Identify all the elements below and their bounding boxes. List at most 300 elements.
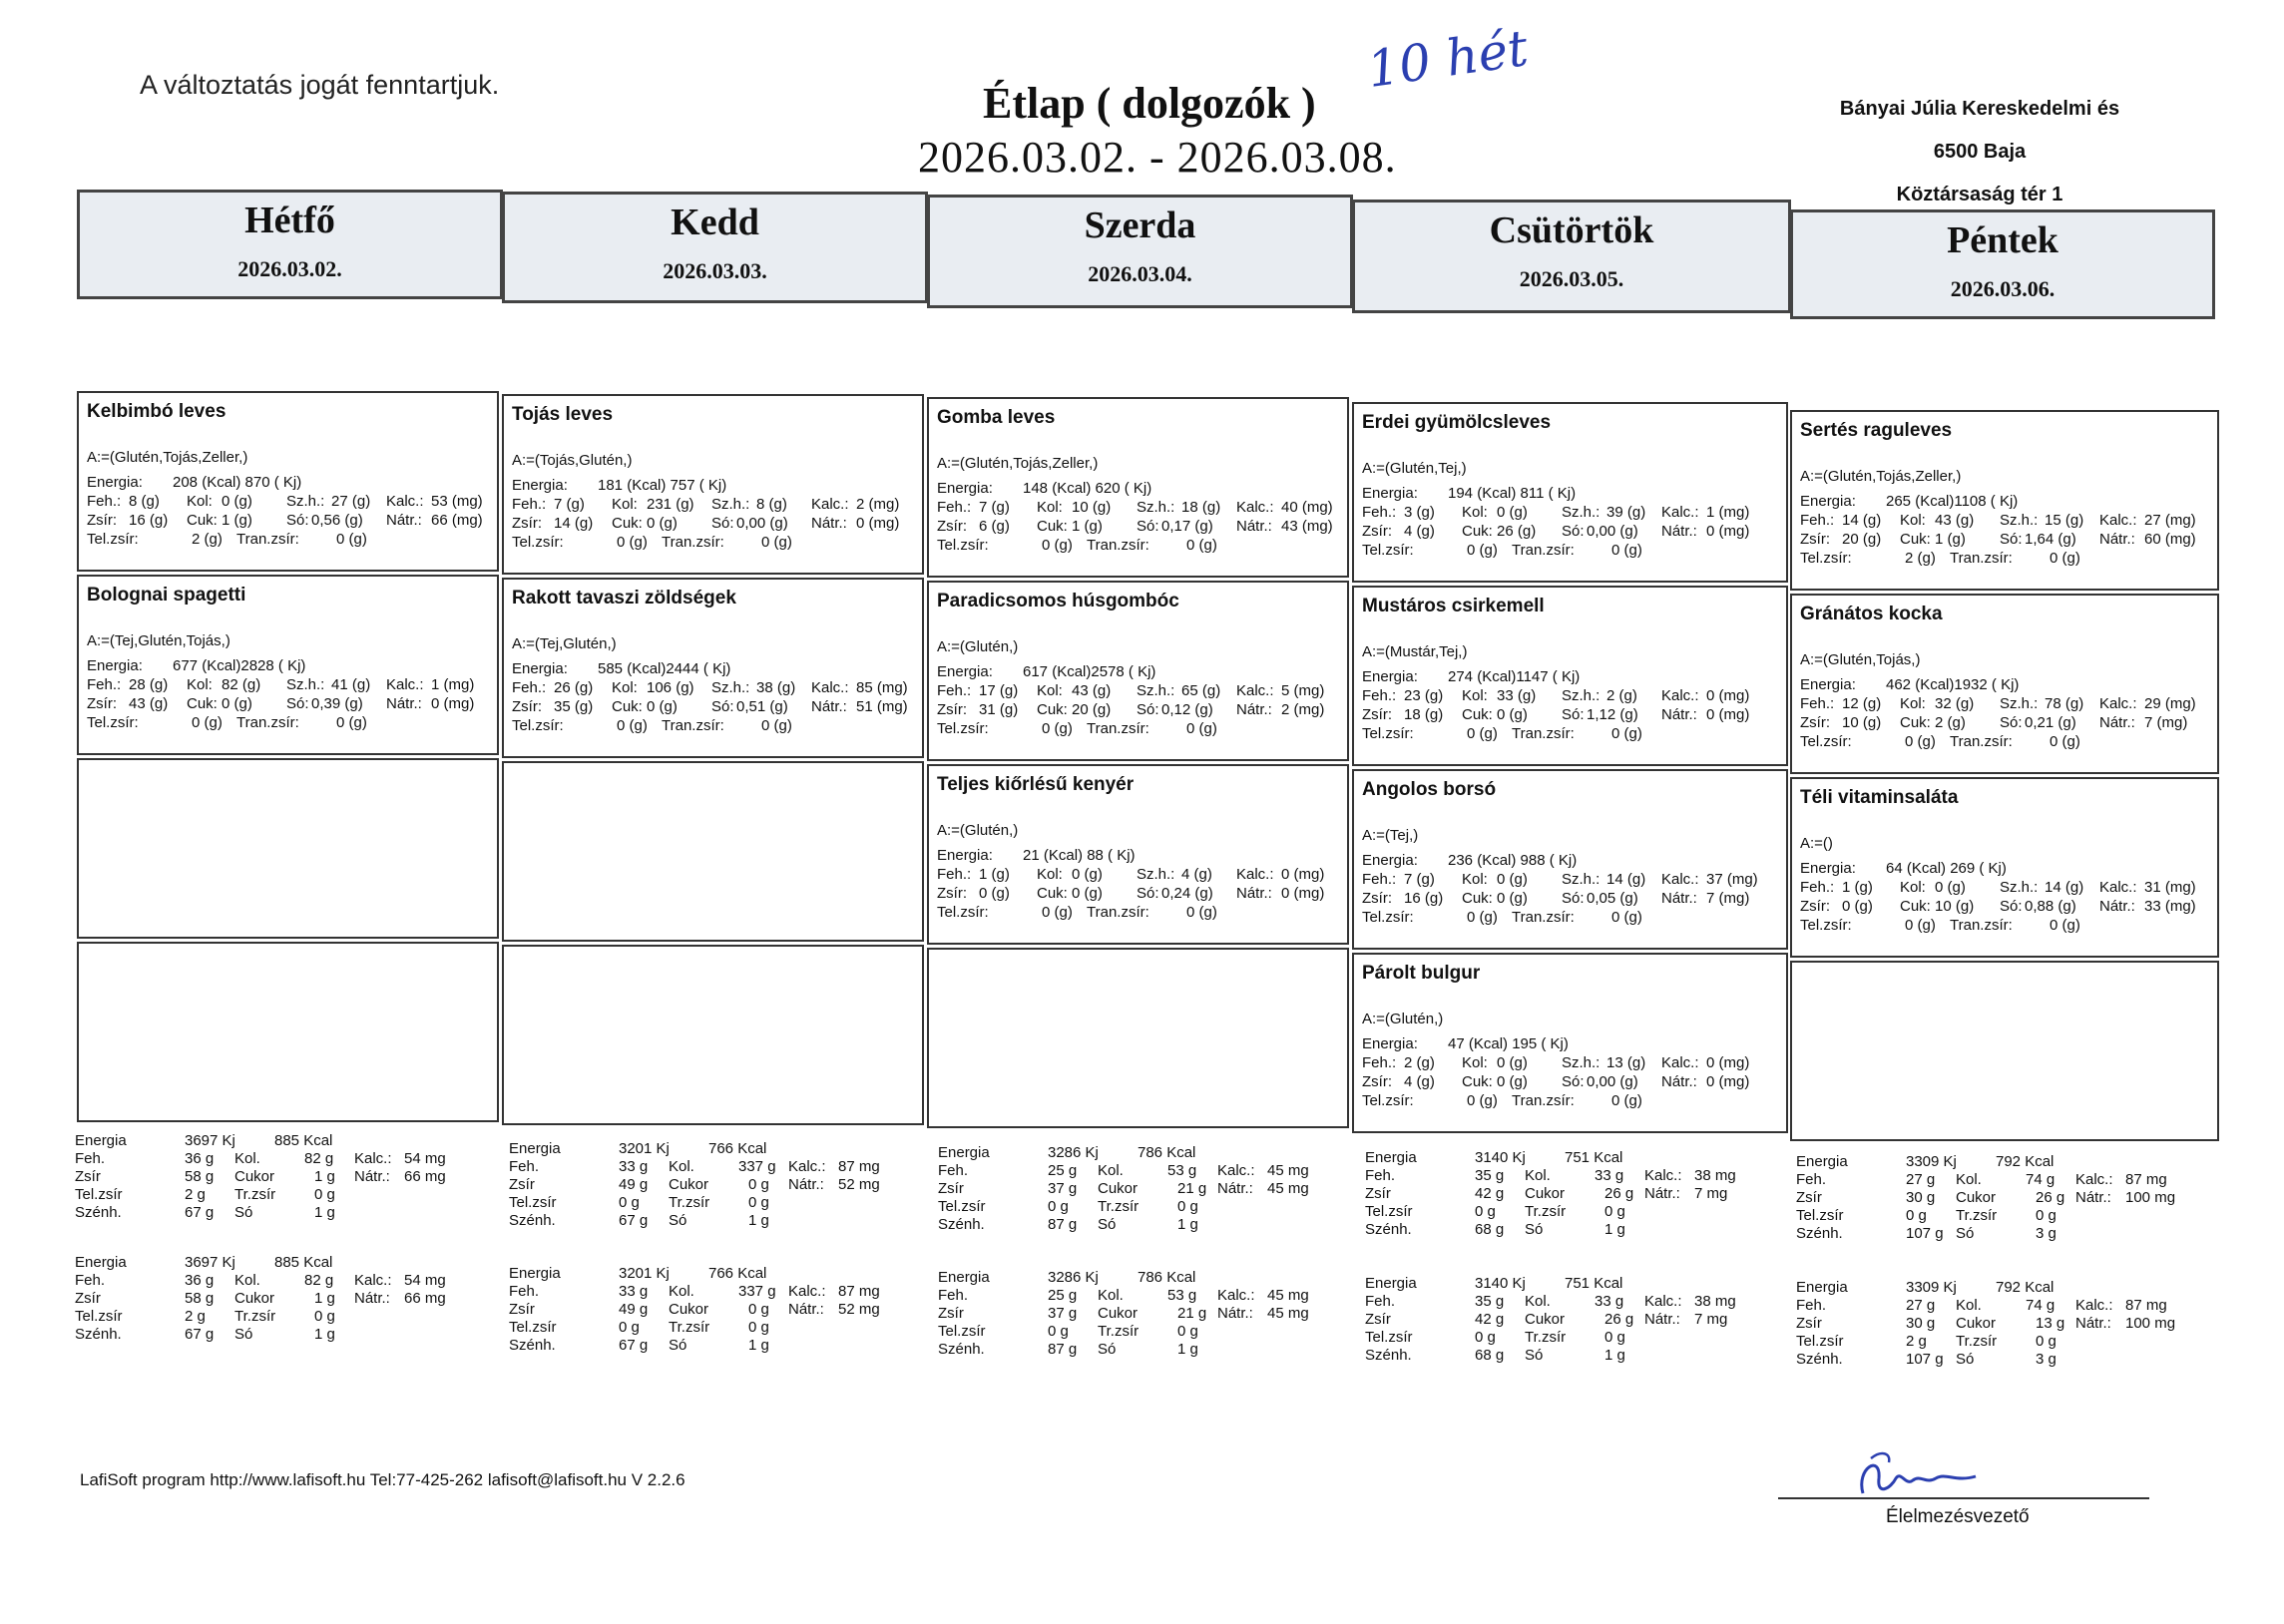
nutrient-value: 10 (g): [1842, 714, 1882, 731]
total-value: 66 mg: [404, 1290, 446, 1307]
daily-total-block: [938, 1144, 1357, 1234]
total-value: 0 g: [314, 1308, 335, 1325]
nutrient-value: 181 (Kcal) 757 ( Kj): [598, 477, 727, 494]
total-row: [938, 1269, 1357, 1287]
total-label: Kalc.:: [788, 1283, 826, 1300]
total-label: Feh.: [1796, 1297, 1827, 1314]
total-value: 885 Kcal: [274, 1254, 333, 1271]
total-row: [938, 1216, 1357, 1234]
nutrient-label: Feh.:: [87, 676, 122, 693]
nutrient-label: Feh.:: [1800, 695, 1835, 712]
nutrition-table: [1800, 859, 2209, 935]
total-row: [75, 1186, 494, 1204]
dish-allergens: A:=(Tej,): [1362, 827, 1419, 844]
nutrition-row: [937, 700, 1339, 719]
handwritten-signature: [1851, 1448, 1991, 1503]
nutrient-label: Zsír:: [1362, 1073, 1392, 1090]
nutrient-value: 0 (g): [1042, 537, 1073, 554]
total-row: [509, 1176, 928, 1194]
total-row: [509, 1301, 928, 1319]
nutrition-table: [937, 479, 1339, 555]
total-label: Nátr.:: [2075, 1189, 2111, 1206]
nutrient-value: 8 (g): [129, 493, 160, 510]
nutrition-row: [1800, 511, 2209, 530]
total-label: Feh.: [509, 1158, 540, 1175]
total-row: [1796, 1351, 2215, 1369]
nutrient-value: 28 (g): [129, 676, 169, 693]
nutrient-label: Energia:: [1800, 676, 1856, 693]
total-label: Zsír: [1796, 1315, 1822, 1332]
total-value: 107 g: [1906, 1225, 1944, 1242]
total-value: 792 Kcal: [1996, 1153, 2055, 1170]
nutrient-label: Cuk:: [1900, 531, 1931, 548]
total-value: 68 g: [1475, 1347, 1505, 1364]
nutrient-value: 8 (g): [756, 496, 787, 513]
dish-allergens: A:=(Glutén,): [937, 638, 1019, 655]
nutrient-value: 0 (mg): [1281, 866, 1325, 883]
nutrient-label: Zsír:: [937, 518, 967, 535]
nutrient-value: 33 (g): [1497, 687, 1537, 704]
nutrient-label: Tel.zsír:: [1362, 1092, 1414, 1109]
total-label: Tel.zsír: [1365, 1203, 1413, 1220]
nutrient-value: 0,51 (g): [736, 698, 788, 715]
nutrient-value: 208 (Kcal) 870 ( Kj): [173, 474, 302, 491]
dish-cell: [502, 578, 924, 758]
total-value: 33 g: [1595, 1293, 1624, 1310]
nutrient-label: Zsír:: [1362, 523, 1392, 540]
day-header-kedd: [502, 192, 928, 303]
total-label: Só: [1098, 1216, 1117, 1233]
total-value: 87 g: [1048, 1216, 1078, 1233]
nutrient-label: Zsír:: [1362, 706, 1392, 723]
company-street: Köztársaság tér 1: [1896, 184, 2063, 205]
day-header-szerda: [927, 195, 1353, 308]
nutrient-value: 0,12 (g): [1161, 701, 1213, 718]
nutrient-label: Nátr.:: [1661, 890, 1697, 907]
nutrient-label: Kol:: [1462, 504, 1488, 521]
nutrient-label: Cuk:: [1462, 890, 1493, 907]
nutrient-value: 0 (g): [1905, 917, 1936, 934]
total-value: 0 g: [748, 1319, 769, 1336]
nutrient-value: 0 (g): [2050, 917, 2080, 934]
nutrition-row: [1800, 859, 2209, 878]
date-range: 2026.03.02. - 2026.03.08.: [918, 133, 1397, 182]
total-value: 67 g: [619, 1212, 649, 1229]
nutrient-label: Kalc.:: [386, 676, 424, 693]
nutrient-value: 0 (g): [617, 717, 648, 734]
nutrient-label: Kalc.:: [1236, 499, 1274, 516]
nutrition-row: [937, 903, 1339, 922]
nutrient-label: Nátr.:: [1661, 706, 1697, 723]
total-row: [509, 1140, 928, 1158]
total-label: Cukor: [669, 1176, 709, 1193]
nutrient-value: 0,24 (g): [1161, 885, 1213, 902]
dish-allergens: A:=(Tej,Glutén,Tojás,): [87, 632, 230, 649]
total-row: [938, 1287, 1357, 1305]
nutrient-label: Cuk:: [1037, 518, 1068, 535]
total-value: 33 g: [619, 1158, 649, 1175]
total-label: Tr.zsír: [234, 1308, 276, 1325]
nutrient-label: Só:: [286, 512, 309, 529]
total-value: 21 g: [1177, 1305, 1207, 1322]
nutrient-label: Nátr.:: [1236, 701, 1272, 718]
nutrient-value: 0 (mg): [1706, 1054, 1750, 1071]
nutrient-label: Zsír:: [1800, 531, 1830, 548]
nutrient-label: Tran.zsír:: [1087, 537, 1149, 554]
dish-allergens: A:=(Glutén,): [1362, 1011, 1444, 1027]
nutrient-value: 0 (g): [1497, 1073, 1528, 1090]
nutrient-label: Tran.zsír:: [1512, 909, 1575, 926]
nutrient-label: Kalc.:: [1661, 504, 1699, 521]
nutrient-value: 26 (g): [1497, 523, 1537, 540]
total-value: 36 g: [185, 1150, 215, 1167]
total-label: Nátr.:: [788, 1176, 824, 1193]
nutrient-value: 0 (g): [1186, 537, 1217, 554]
signature-line: [1778, 1497, 2149, 1499]
total-value: 337 g: [738, 1158, 776, 1175]
nutrition-row: [1362, 686, 1778, 705]
day-name: Péntek: [1947, 219, 2058, 261]
total-label: Kalc.:: [1217, 1162, 1255, 1179]
nutrient-value: 21 (Kcal) 88 ( Kj): [1023, 847, 1136, 864]
nutrient-label: Kol:: [612, 496, 638, 513]
total-value: 0 g: [748, 1176, 769, 1193]
total-value: 0 g: [619, 1194, 640, 1211]
nutrient-value: 0,88 (g): [2025, 898, 2076, 915]
total-row: [938, 1323, 1357, 1341]
nutrient-label: Só:: [1562, 1073, 1585, 1090]
nutrient-value: 18 (g): [1181, 499, 1221, 516]
total-row: [75, 1168, 494, 1186]
dish-allergens: A:=(Glutén,Tej,): [1362, 460, 1467, 477]
dish-allergens: A:=(Glutén,Tojás,): [1800, 651, 1921, 668]
total-row: [1796, 1189, 2215, 1207]
handwritten-note: 10 hét: [1363, 19, 1532, 99]
nutrient-value: 0 (g): [1497, 1054, 1528, 1071]
nutrient-label: Kalc.:: [1661, 1054, 1699, 1071]
nutrient-value: 0 (g): [1497, 890, 1528, 907]
total-label: Kol.: [669, 1158, 694, 1175]
total-label: Tel.zsír: [509, 1194, 557, 1211]
total-label: Feh.: [938, 1287, 969, 1304]
nutrient-value: 5 (mg): [1281, 682, 1325, 699]
nutrient-value: 0 (mg): [431, 695, 475, 712]
nutrition-row: [1362, 503, 1778, 522]
total-value: 53 g: [1167, 1287, 1197, 1304]
nutrient-label: Tel.zsír:: [1800, 917, 1852, 934]
nutrient-label: Nátr.:: [1661, 1073, 1697, 1090]
nutrition-row: [1800, 878, 2209, 897]
nutrition-row: [937, 884, 1339, 903]
total-value: 0 g: [1048, 1198, 1069, 1215]
total-value: 87 mg: [2125, 1297, 2167, 1314]
total-value: 42 g: [1475, 1185, 1505, 1202]
total-label: Cukor: [1525, 1311, 1566, 1328]
nutrition-row: [1362, 889, 1778, 908]
total-label: Szénh.: [938, 1341, 985, 1358]
nutrition-row: [512, 533, 914, 552]
total-label: Szénh.: [938, 1216, 985, 1233]
total-row: [1796, 1333, 2215, 1351]
nutrition-row: [87, 492, 489, 511]
total-value: 3140 Kj: [1475, 1275, 1526, 1292]
total-row: [1796, 1207, 2215, 1225]
dish-name: Angolos borsó: [1362, 779, 1497, 800]
dish-name: Teljes kiőrlésű kenyér: [937, 774, 1135, 795]
total-row: [938, 1305, 1357, 1323]
total-value: 0 g: [748, 1194, 769, 1211]
nutrient-value: 16 (g): [129, 512, 169, 529]
nutrient-label: Cuk:: [1462, 706, 1493, 723]
nutrient-label: Kalc.:: [1661, 687, 1699, 704]
total-label: Nátr.:: [354, 1168, 390, 1185]
nutrient-label: Tran.zsír:: [236, 531, 299, 548]
total-label: Kalc.:: [1217, 1287, 1255, 1304]
total-label: Zsír: [1365, 1311, 1391, 1328]
nutrient-value: 617 (Kcal)2578 ( Kj): [1023, 663, 1156, 680]
nutrient-label: Feh.:: [1800, 879, 1835, 896]
nutrient-value: 18 (g): [1404, 706, 1444, 723]
total-value: 751 Kcal: [1565, 1275, 1623, 1292]
total-label: Kalc.:: [1644, 1293, 1682, 1310]
nutrition-row: [512, 659, 914, 678]
dish-allergens: A:=(Tej,Glutén,): [512, 635, 617, 652]
nutrition-row: [87, 675, 489, 694]
total-value: 7 mg: [1694, 1311, 1728, 1328]
nutrient-value: 43 (g): [129, 695, 169, 712]
total-label: Tr.zsír: [1525, 1329, 1567, 1346]
nutrient-label: Sz.h.:: [1137, 499, 1175, 516]
nutrient-label: Tran.zsír:: [236, 714, 299, 731]
total-value: 3201 Kj: [619, 1140, 670, 1157]
total-label: Zsír: [938, 1305, 964, 1322]
nutrient-value: 194 (Kcal) 811 ( Kj): [1448, 485, 1577, 502]
nutrient-value: 0 (g): [222, 493, 252, 510]
nutrient-label: Sz.h.:: [2000, 879, 2039, 896]
total-label: Nátr.:: [1217, 1305, 1253, 1322]
nutrient-value: 27 (g): [331, 493, 371, 510]
dish-name: Gránátos kocka: [1800, 604, 1943, 624]
nutrient-value: 51 (mg): [856, 698, 908, 715]
nutrient-value: 10 (g): [1935, 898, 1975, 915]
nutrient-label: Zsír:: [87, 512, 117, 529]
total-value: 2 g: [185, 1308, 206, 1325]
nutrient-label: Kol:: [1462, 1054, 1488, 1071]
total-label: Só: [234, 1204, 253, 1221]
nutrient-value: 0 (g): [1042, 720, 1073, 737]
nutrition-row: [1362, 522, 1778, 541]
nutrient-label: Tel.zsír:: [1800, 733, 1852, 750]
empty-dish-cell: [502, 945, 924, 1125]
total-row: [1365, 1185, 1784, 1203]
total-label: Tel.zsír: [509, 1319, 557, 1336]
day-header-pentek: [1790, 209, 2215, 319]
nutrient-value: 0 (g): [979, 885, 1010, 902]
nutrient-label: Kol:: [1900, 879, 1926, 896]
nutrient-label: Tel.zsír:: [87, 531, 139, 548]
nutrient-label: Energia:: [1800, 493, 1856, 510]
nutrient-label: Feh.:: [937, 866, 972, 883]
total-value: 26 g: [1604, 1185, 1634, 1202]
total-value: 38 mg: [1694, 1167, 1736, 1184]
nutrient-label: Kol:: [1462, 871, 1488, 888]
total-label: Cukor: [1098, 1180, 1139, 1197]
nutrient-value: 14 (g): [1606, 871, 1646, 888]
nutrient-value: 0 (g): [1467, 725, 1498, 742]
total-label: Cukor: [1956, 1189, 1997, 1206]
nutrient-value: 236 (Kcal) 988 ( Kj): [1448, 852, 1578, 869]
page-title: Étlap ( dolgozók ): [983, 79, 1316, 128]
nutrition-row: [937, 846, 1339, 865]
nutrient-label: Sz.h.:: [1562, 871, 1600, 888]
total-label: Energia: [1796, 1153, 1848, 1170]
total-value: 3286 Kj: [1048, 1269, 1099, 1286]
nutrition-table: [87, 656, 489, 732]
nutrient-value: 43 (g): [1935, 512, 1975, 529]
total-label: Szénh.: [509, 1337, 556, 1354]
nutrient-label: Cuk:: [1462, 1073, 1493, 1090]
nutrient-value: 31 (mg): [2144, 879, 2196, 896]
total-row: [75, 1132, 494, 1150]
total-row: [1796, 1171, 2215, 1189]
total-value: 100 mg: [2125, 1315, 2176, 1332]
total-value: 3 g: [2036, 1225, 2056, 1242]
nutrient-label: Feh.:: [937, 499, 972, 516]
nutrient-value: 0 (g): [1611, 542, 1642, 559]
total-label: Cukor: [234, 1290, 275, 1307]
nutrient-value: 20 (g): [1072, 701, 1112, 718]
nutrition-row: [937, 719, 1339, 738]
total-label: Szénh.: [1365, 1221, 1412, 1238]
nutrient-value: 0,39 (g): [311, 695, 363, 712]
total-label: Só: [1956, 1351, 1975, 1368]
nutrient-label: Feh.:: [87, 493, 122, 510]
nutrient-value: 1 (mg): [1706, 504, 1750, 521]
total-value: 2 g: [1906, 1333, 1927, 1350]
total-value: 35 g: [1475, 1293, 1505, 1310]
total-row: [1796, 1225, 2215, 1243]
nutrition-row: [1362, 484, 1778, 503]
total-label: Energia: [938, 1269, 990, 1286]
total-value: 45 mg: [1267, 1180, 1309, 1197]
daily-total-block: [75, 1132, 494, 1222]
total-value: 3309 Kj: [1906, 1279, 1957, 1296]
nutrient-value: 0 (g): [1467, 1092, 1498, 1109]
nutrition-row: [512, 697, 914, 716]
total-value: 1 g: [1604, 1347, 1625, 1364]
nutrition-row: [512, 476, 914, 495]
total-value: 1 g: [748, 1212, 769, 1229]
total-value: 82 g: [304, 1150, 334, 1167]
total-label: Kalc.:: [1644, 1167, 1682, 1184]
total-row: [938, 1341, 1357, 1359]
daily-total-block: [938, 1269, 1357, 1359]
nutrition-row: [87, 473, 489, 492]
total-label: Szénh.: [1796, 1351, 1843, 1368]
total-label: Kol.: [1098, 1287, 1124, 1304]
dish-cell: [927, 397, 1349, 578]
nutrient-value: 4 (g): [1404, 523, 1435, 540]
nutrient-label: Kalc.:: [2099, 879, 2137, 896]
dish-cell: [1352, 953, 1788, 1133]
nutrition-row: [937, 498, 1339, 517]
nutrient-value: 0,00 (g): [736, 515, 788, 532]
total-row: [75, 1308, 494, 1326]
nutrient-label: Energia:: [512, 477, 568, 494]
total-label: Energia: [938, 1144, 990, 1161]
dish-cell: [77, 391, 499, 572]
total-row: [1365, 1203, 1784, 1221]
nutrient-label: Tran.zsír:: [1512, 725, 1575, 742]
nutrition-row: [937, 865, 1339, 884]
total-row: [75, 1326, 494, 1344]
nutrient-label: Zsír:: [937, 701, 967, 718]
nutrition-table: [1362, 667, 1778, 743]
total-label: Tr.zsír: [669, 1194, 710, 1211]
nutrition-row: [512, 678, 914, 697]
software-footer: LafiSoft program http://www.lafisoft.hu Tel:77-425-262 lafisoft@lafisoft.hu V 2.2.6: [80, 1470, 685, 1489]
total-value: 0 g: [1906, 1207, 1927, 1224]
nutrient-label: Sz.h.:: [286, 676, 325, 693]
nutrient-value: 7 (mg): [1706, 890, 1750, 907]
total-label: Szénh.: [75, 1326, 122, 1343]
nutrient-value: 0,21 (g): [2025, 714, 2076, 731]
dish-name: Mustáros csirkemell: [1362, 596, 1545, 616]
total-value: 52 mg: [838, 1176, 880, 1193]
dish-cell: [1790, 410, 2219, 591]
total-label: Energia: [509, 1140, 561, 1157]
total-label: Kol.: [234, 1272, 260, 1289]
nutrient-label: Nátr.:: [1236, 885, 1272, 902]
nutrient-label: Energia:: [512, 660, 568, 677]
nutrient-value: 1 (g): [1072, 518, 1103, 535]
nutrient-value: 78 (g): [2045, 695, 2084, 712]
total-row: [75, 1204, 494, 1222]
total-label: Szénh.: [1365, 1347, 1412, 1364]
nutrition-table: [512, 476, 914, 552]
nutrient-label: Tel.zsír:: [937, 720, 989, 737]
nutrient-value: 35 (g): [554, 698, 594, 715]
nutrient-value: 0 (g): [1186, 904, 1217, 921]
signature-label: Élelmezésvezető: [1886, 1506, 2030, 1527]
total-label: Kalc.:: [2075, 1297, 2113, 1314]
total-value: 2 g: [185, 1186, 206, 1203]
nutrient-value: 2 (g): [1606, 687, 1637, 704]
total-label: Feh.: [1365, 1167, 1396, 1184]
nutrient-value: 0 (g): [617, 534, 648, 551]
nutrition-row: [512, 716, 914, 735]
daily-total-block: [509, 1140, 928, 1230]
nutrient-label: Tel.zsír:: [87, 714, 139, 731]
nutrient-value: 1 (g): [1935, 531, 1966, 548]
total-label: Zsír: [75, 1290, 101, 1307]
total-value: 786 Kcal: [1138, 1144, 1196, 1161]
total-label: Nátr.:: [788, 1301, 824, 1318]
nutrition-row: [1800, 530, 2209, 549]
total-label: Tel.zsír: [75, 1308, 123, 1325]
dish-cell: [502, 394, 924, 575]
total-value: 68 g: [1475, 1221, 1505, 1238]
nutrition-row: [1800, 916, 2209, 935]
nutrition-row: [1362, 1091, 1778, 1110]
nutrient-label: Energia:: [87, 657, 143, 674]
nutrient-value: 0 (g): [1186, 720, 1217, 737]
total-value: 1 g: [748, 1337, 769, 1354]
nutrient-value: 33 (mg): [2144, 898, 2196, 915]
total-row: [1365, 1149, 1784, 1167]
daily-total-block: [1796, 1153, 2215, 1243]
nutrient-label: Cuk:: [1900, 898, 1931, 915]
